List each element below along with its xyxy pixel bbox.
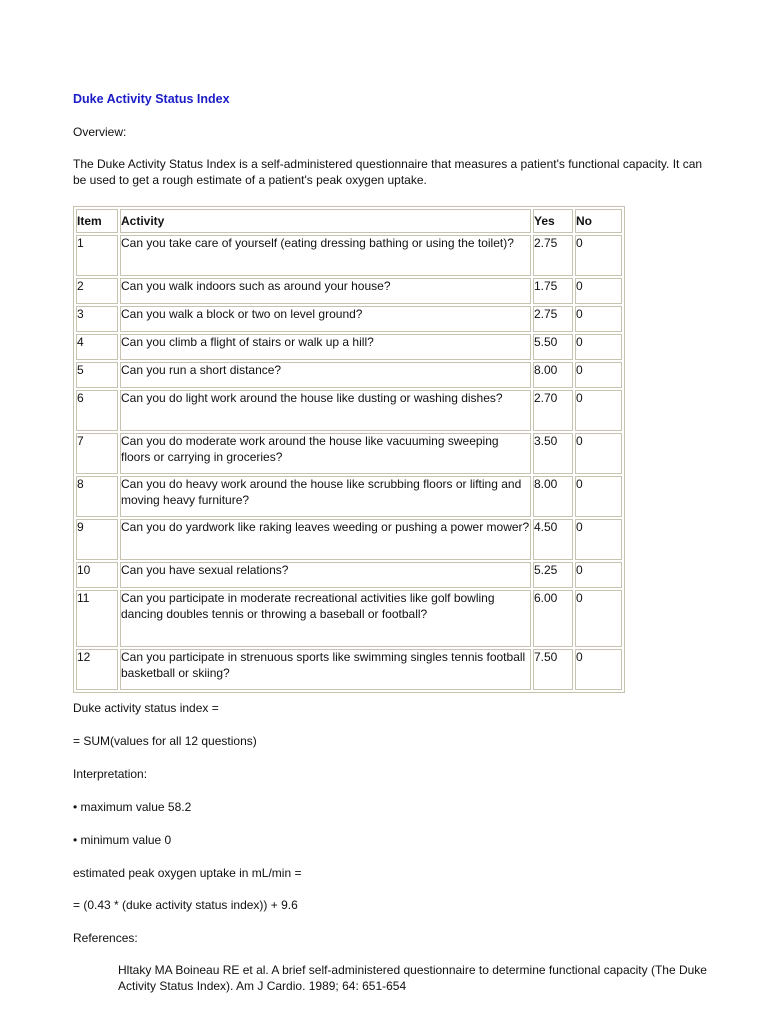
- cell-yes: 8.00: [533, 362, 573, 388]
- cell-yes: 6.00: [533, 590, 573, 647]
- cell-item: 6: [76, 390, 118, 431]
- cell-yes: 3.50: [533, 433, 573, 474]
- cell-no: 0: [575, 590, 622, 647]
- cell-yes: 8.00: [533, 476, 573, 517]
- header-no: No: [575, 209, 622, 233]
- cell-item: 11: [76, 590, 118, 647]
- cell-activity: Can you take care of yourself (eating dressing bathing or using the toilet)?: [120, 235, 531, 276]
- cell-item: 4: [76, 334, 118, 360]
- cell-activity: Can you walk a block or two on level ground?: [120, 306, 531, 332]
- cell-activity: Can you do light work around the house like dusting or washing dishes?: [120, 390, 531, 431]
- cell-item: 7: [76, 433, 118, 474]
- index-label: Duke activity status index =: [73, 701, 219, 715]
- min-value: • minimum value 0: [73, 833, 172, 847]
- cell-no: 0: [575, 562, 622, 588]
- oxygen-formula: = (0.43 * (duke activity status index)) + 9.6: [73, 898, 298, 912]
- table-row: [76, 306, 622, 332]
- index-formula: = SUM(values for all 12 questions): [73, 734, 257, 748]
- table-row: [76, 433, 622, 474]
- cell-item: 2: [76, 278, 118, 304]
- cell-yes: 5.50: [533, 334, 573, 360]
- max-value: • maximum value 58.2: [73, 800, 192, 814]
- cell-item: 12: [76, 649, 118, 690]
- page-title: Duke Activity Status Index: [73, 92, 230, 106]
- cell-no: 0: [575, 306, 622, 332]
- cell-no: 0: [575, 649, 622, 690]
- table-row: [76, 362, 622, 388]
- table-row: [76, 649, 622, 690]
- cell-yes: 2.70: [533, 390, 573, 431]
- header-yes: Yes: [533, 209, 573, 233]
- reference-citation: Hltaky MA Boineau RE et al. A brief self-administered questionnaire to determine functional capacity (The Duke Activity Status Index). Am J Cardio. 1989; 64: 651-654: [118, 963, 707, 993]
- header-activity: Activity: [120, 209, 531, 233]
- table-row: [76, 519, 622, 560]
- cell-no: 0: [575, 433, 622, 474]
- cell-no: 0: [575, 476, 622, 517]
- cell-activity: Can you participate in strenuous sports like swimming singles tennis football basketball or skiing?: [120, 649, 531, 690]
- cell-item: 1: [76, 235, 118, 276]
- cell-yes: 5.25: [533, 562, 573, 588]
- cell-activity: Can you do heavy work around the house like scrubbing floors or lifting and moving heavy furniture?: [120, 476, 531, 517]
- table-header-row: [76, 209, 622, 233]
- intro-paragraph: The Duke Activity Status Index is a self-administered questionnaire that measures a patient's functional capacity. It can be used to get a rough estimate of a patient's peak oxygen uptake.: [73, 157, 703, 187]
- cell-no: 0: [575, 390, 622, 431]
- cell-yes: 2.75: [533, 306, 573, 332]
- header-item: Item: [76, 209, 118, 233]
- overview-label: Overview:: [73, 125, 127, 139]
- table-row: [76, 476, 622, 517]
- cell-activity: Can you walk indoors such as around your house?: [120, 278, 531, 304]
- cell-item: 8: [76, 476, 118, 517]
- table-row: [76, 590, 622, 647]
- cell-item: 9: [76, 519, 118, 560]
- cell-yes: 2.75: [533, 235, 573, 276]
- cell-item: 5: [76, 362, 118, 388]
- activity-table: [73, 206, 625, 693]
- cell-activity: Can you have sexual relations?: [120, 562, 531, 588]
- cell-yes: 7.50: [533, 649, 573, 690]
- cell-activity: Can you run a short distance?: [120, 362, 531, 388]
- cell-no: 0: [575, 235, 622, 276]
- cell-activity: Can you participate in moderate recreational activities like golf bowling dancing doubles tennis or throwing a baseball or football?: [120, 590, 531, 647]
- table-row: [76, 334, 622, 360]
- cell-no: 0: [575, 278, 622, 304]
- cell-activity: Can you climb a flight of stairs or walk up a hill?: [120, 334, 531, 360]
- cell-yes: 4.50: [533, 519, 573, 560]
- cell-item: 10: [76, 562, 118, 588]
- oxygen-label: estimated peak oxygen uptake in mL/min =: [73, 866, 302, 880]
- table-row: [76, 278, 622, 304]
- table-row: [76, 390, 622, 431]
- interpretation-label: Interpretation:: [73, 767, 148, 781]
- cell-no: 0: [575, 334, 622, 360]
- references-label: References:: [73, 931, 138, 945]
- cell-no: 0: [575, 362, 622, 388]
- cell-yes: 1.75: [533, 278, 573, 304]
- cell-activity: Can you do moderate work around the house like vacuuming sweeping floors or carrying in groceries?: [120, 433, 531, 474]
- cell-item: 3: [76, 306, 118, 332]
- table-row: [76, 235, 622, 276]
- table-row: [76, 562, 622, 588]
- cell-no: 0: [575, 519, 622, 560]
- cell-activity: Can you do yardwork like raking leaves weeding or pushing a power mower?: [120, 519, 531, 560]
